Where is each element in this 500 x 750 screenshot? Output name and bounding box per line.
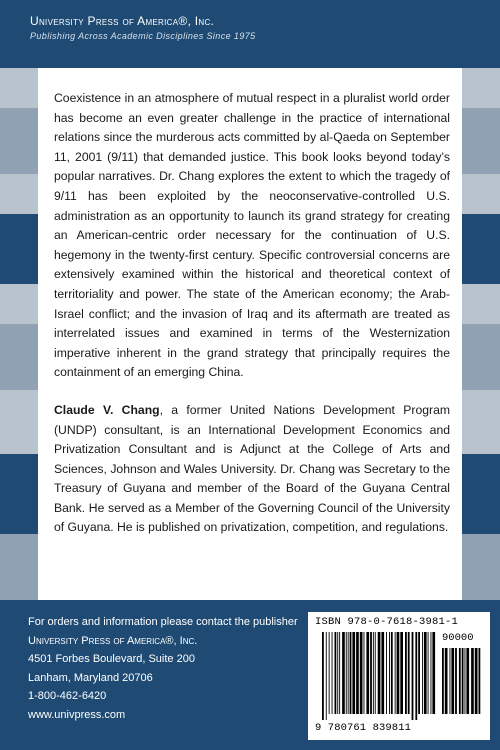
barcode-bar bbox=[462, 648, 464, 714]
barcode-bar bbox=[431, 632, 432, 714]
panel-text bbox=[54, 89, 450, 556]
barcode-digits: 9 780761 839811 bbox=[315, 722, 412, 734]
barcode-bar bbox=[412, 632, 414, 720]
barcode-bar bbox=[455, 648, 457, 714]
contact-address-line-1: 4501 Forbes Boulevard, Suite 200 bbox=[28, 653, 195, 665]
barcode-bar bbox=[424, 632, 427, 714]
barcode-bar bbox=[335, 632, 337, 714]
text-panel bbox=[38, 68, 462, 600]
barcode-bar bbox=[450, 648, 451, 714]
contact-address-line-2: Lanham, Maryland 20706 bbox=[28, 671, 153, 684]
barcode-bar bbox=[375, 632, 376, 714]
barcode-bar bbox=[445, 648, 448, 714]
barcode-box bbox=[308, 612, 490, 740]
author-bio bbox=[54, 401, 450, 538]
barcode-bar bbox=[395, 632, 396, 714]
barcode-bar bbox=[471, 648, 474, 714]
barcode-bar bbox=[418, 632, 420, 714]
barcode-bar bbox=[378, 632, 381, 714]
barcode-bar bbox=[373, 632, 374, 714]
barcode-bar bbox=[415, 632, 417, 720]
barcode-bar bbox=[400, 632, 403, 714]
barcode-bar bbox=[466, 648, 469, 714]
barcode-bar bbox=[346, 632, 347, 714]
barcode-bar bbox=[350, 632, 352, 714]
barcode-bar bbox=[381, 632, 384, 714]
barcode-bar bbox=[451, 648, 454, 714]
barcode-bar bbox=[326, 632, 327, 720]
barcode-bar bbox=[337, 632, 338, 714]
barcode-bar bbox=[389, 632, 390, 714]
publisher-name: University Press of America®, Inc. bbox=[30, 14, 215, 28]
barcode-bar bbox=[479, 648, 481, 714]
barcode-bar bbox=[339, 632, 340, 714]
barcode-bar bbox=[329, 632, 330, 714]
barcode-bar bbox=[370, 632, 372, 714]
barcode-bar bbox=[442, 648, 444, 714]
barcode-bar bbox=[332, 632, 333, 714]
barcode-bar bbox=[366, 632, 369, 714]
barcode-bar bbox=[408, 632, 410, 714]
barcode-bar bbox=[360, 632, 363, 714]
barcode-bar bbox=[364, 632, 365, 714]
barcode-bar bbox=[405, 632, 407, 714]
barcode-bar bbox=[428, 632, 429, 714]
barcode-bar bbox=[397, 632, 400, 714]
supplement-barcode bbox=[442, 648, 484, 722]
author-name: Claude V. Chang bbox=[54, 402, 160, 417]
barcode-bar bbox=[322, 632, 324, 720]
book-description: Coexistence in an atmosphere of mutual respect in a pluralist world order has become an even greater challenge in the practice of international relations since the murderous acts committed by al-Qaeda on September 11, 2001 (9/11) that demanded justice. This book looks beyond today’s popular narratives. Dr. Chang explores the extent to which the tragedy of 9/11 has been exploited by the neoconservative-controlled U.S. administration as an opportunity to launch its grand strategy for creating an American-centric order necessary for the continuation of U.S. hegemony in the twenty-first century. Specific controversial concerns are extensively examined within the historical and theoretical context of territoriality and power. The state of the American economy; the Arab-Israel conflict; and the invasion of Iraq and its aftermath are treated as interrelated issues and examined in terms of the Westernization imperative inherent in the grand strategy that principally requires the containment of an emerging China. bbox=[54, 91, 450, 380]
contact-website: www.univpress.com bbox=[28, 708, 126, 721]
contact-publisher: University Press of America®, Inc. bbox=[28, 634, 198, 647]
contact-intro: For orders and information please contact the publisher bbox=[28, 616, 298, 628]
contact-info bbox=[28, 613, 298, 724]
barcode-bar bbox=[465, 648, 466, 714]
barcode-bar bbox=[356, 632, 359, 714]
publisher-tagline: Publishing Across Academic Disciplines Since 1975 bbox=[30, 31, 256, 41]
barcode-bar bbox=[432, 632, 435, 714]
barcode-bar bbox=[459, 648, 461, 714]
publisher-header bbox=[30, 14, 256, 41]
barcode-bar bbox=[475, 648, 478, 714]
barcode-bar bbox=[352, 632, 355, 714]
barcode-bar bbox=[342, 632, 345, 714]
author-bio-text: , a former United Nations Development Program (UNDP) consultant, is an International Development Economics and Privatization Consultant and is Adjunct at the College of Arts and Sciences, Johnson and Wales University. Dr. Chang was Secretary to the Treasury of Guyana and member of the Board of the Guyana Central Bank. He served as a Member of the Governing Council of the University of Guyana. He is published on privatization, competition, and regulations. bbox=[54, 402, 450, 535]
barcode-bar bbox=[422, 632, 423, 714]
price-code: 90000 bbox=[442, 632, 474, 644]
barcode-bar bbox=[391, 632, 393, 714]
ean-barcode bbox=[322, 632, 436, 722]
isbn-label: ISBN 978-0-7618-3981-1 bbox=[315, 616, 459, 628]
contact-phone: 1-800-462-6420 bbox=[28, 690, 107, 702]
barcode-bar bbox=[348, 632, 349, 714]
barcode-bar bbox=[386, 632, 387, 714]
